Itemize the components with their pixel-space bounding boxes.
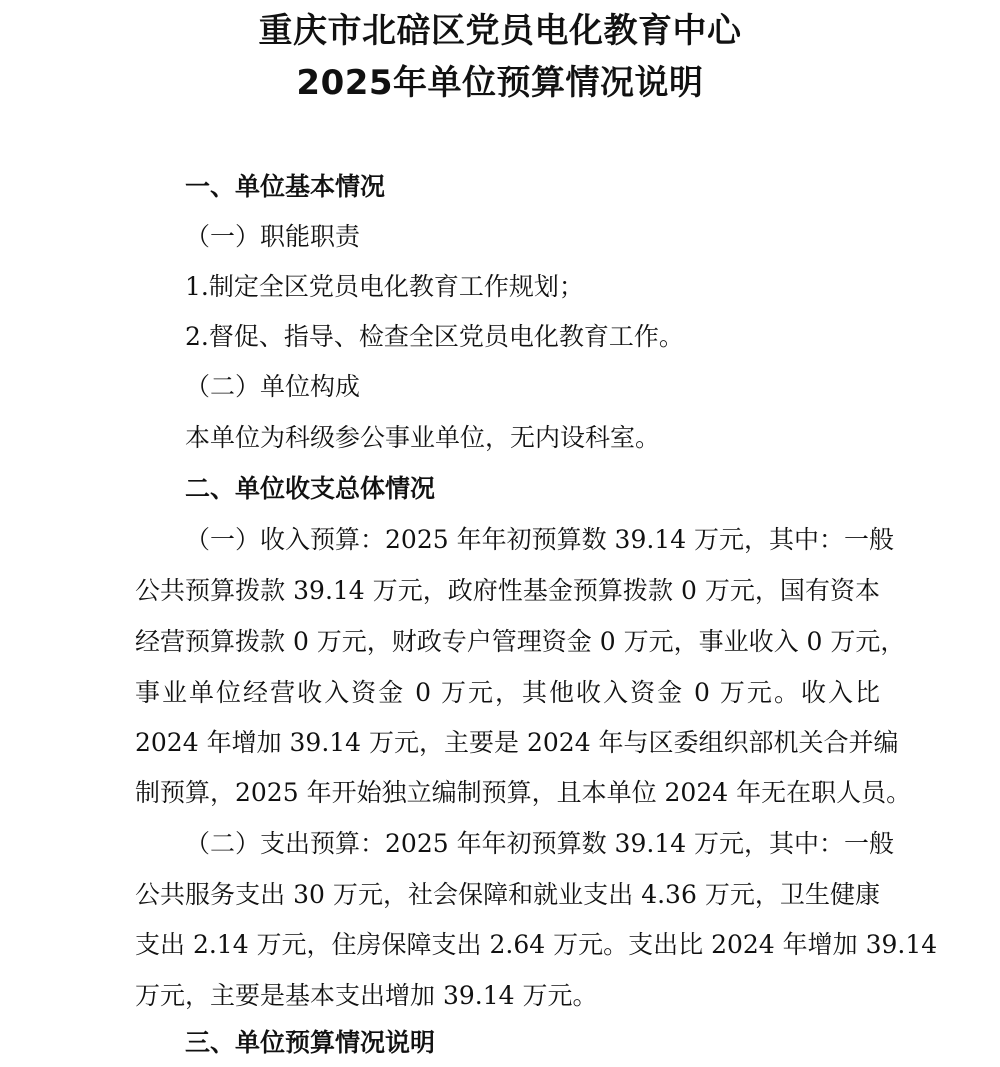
duty-item-1: 1.制定全区党员电化教育工作规划； <box>185 272 584 301</box>
document-title-line1: 重庆市北碚区党员电化教育中心 <box>258 11 742 51</box>
expense-paragraph-line-4: 万元，主要是基本支出增加 39.14 万元。 <box>135 981 598 1010</box>
duty-item-2: 2.督促、指导、检查全区党员电化教育工作。 <box>185 322 684 351</box>
income-paragraph-line-2: 公共预算拨款 39.14 万元，政府性基金预算拨款 0 万元，国有资本 <box>135 576 880 605</box>
income-paragraph-line-4: 事业单位经营收入资金 0 万元，其他收入资金 0 万元。收入比 <box>135 678 880 707</box>
expense-line-1-text: 2025 年年初预算数 39.14 万元，其中：一般 <box>385 829 895 858</box>
expense-paragraph-line-2: 公共服务支出 30 万元，社会保障和就业支出 4.36 万元，卫生健康 <box>135 880 880 909</box>
income-label: （一）收入预算： <box>185 525 386 554</box>
income-line-1-text: 2025 年年初预算数 39.14 万元，其中：一般 <box>385 525 895 554</box>
income-paragraph-line-6: 制预算，2025 年开始独立编制预算，且本单位 2024 年无在职人员。 <box>135 778 912 807</box>
section1-heading: 一、单位基本情况 <box>185 172 386 201</box>
section3-heading: 三、单位预算情况说明 <box>185 1028 436 1057</box>
income-paragraph-line-1 <box>185 525 895 554</box>
section2-heading: 二、单位收支总体情况 <box>185 474 436 503</box>
expense-paragraph-line-3: 支出 2.14 万元，住房保障支出 2.64 万元。支出比 2024 年增加 39.14 <box>135 930 938 959</box>
document-title-line2: 2025年单位预算情况说明 <box>296 63 704 103</box>
expense-label: （二）支出预算： <box>185 829 386 858</box>
income-paragraph-line-3: 经营预算拨款 0 万元，财政专户管理资金 0 万元，事业收入 0 万元， <box>135 627 906 656</box>
income-paragraph-line-5: 2024 年增加 39.14 万元，主要是 2024 年与区委组织部机关合并编 <box>135 728 899 757</box>
composition-text: 本单位为科级参公事业单位，无内设科室。 <box>185 423 661 452</box>
section1-sub1-heading: （一）职能职责 <box>185 222 361 251</box>
section1-sub2-heading: （二）单位构成 <box>185 372 361 401</box>
expense-paragraph-line-1 <box>185 829 895 858</box>
